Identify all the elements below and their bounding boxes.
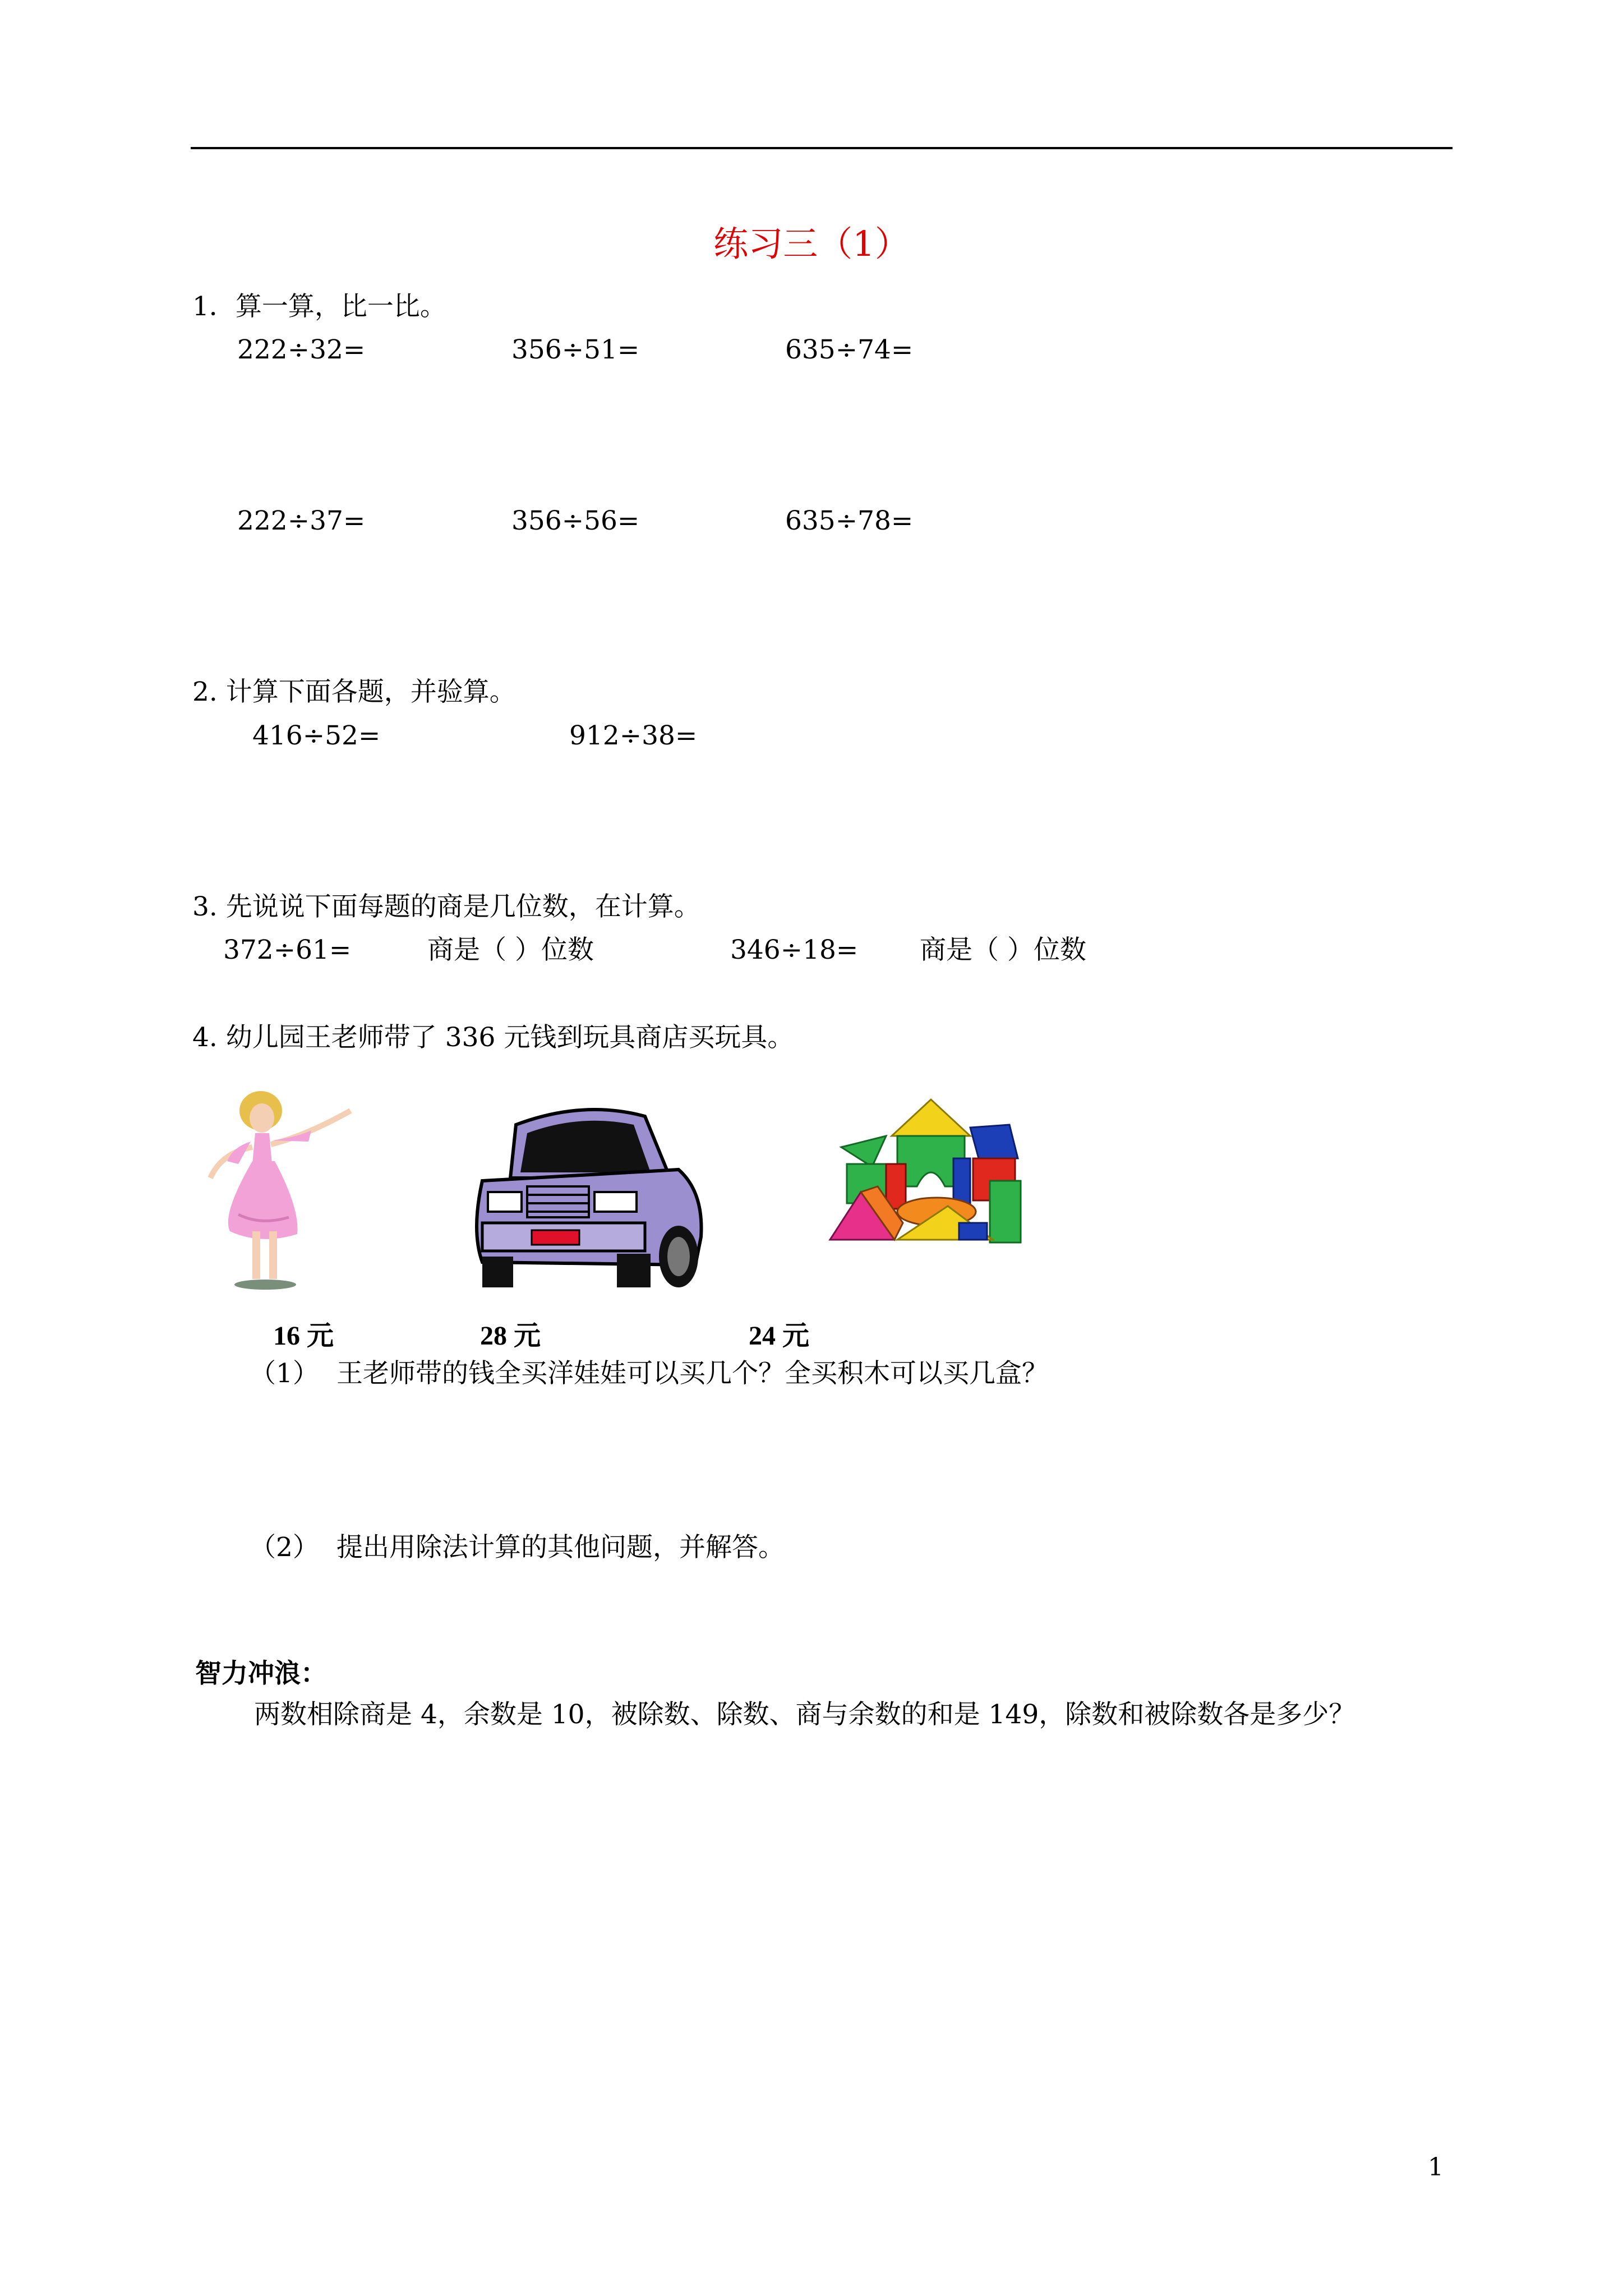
- bonus-heading: 智力冲浪：: [195, 1658, 327, 1689]
- doll-price: 16 元: [273, 1321, 334, 1351]
- q1-expr-4: 222÷37=: [237, 505, 366, 536]
- q1-expr-1: 222÷32=: [237, 334, 366, 365]
- building-blocks-image: [824, 1097, 1038, 1265]
- q3-expr-2: 346÷18=: [730, 935, 859, 965]
- q4-sub1-text: 王老师带的钱全买洋娃娃可以买几个？全买积木可以买几盒？: [336, 1358, 1048, 1389]
- q2-expr-1: 416÷52=: [252, 720, 381, 751]
- doll-image: [199, 1085, 367, 1296]
- q1-expr-5: 356÷56=: [511, 505, 640, 536]
- page-number: 1: [1428, 2153, 1444, 2182]
- q4-sub2-number: （2）: [250, 1532, 319, 1563]
- header-rule: [191, 147, 1453, 149]
- bonus-text: 两数相除商是 4，余数是 10，被除数、除数、商与余数的和是 149，除数和被除数各是多少？: [254, 1699, 1355, 1730]
- toy-car-image: [465, 1102, 712, 1293]
- q3-expr-1: 372÷61=: [223, 935, 352, 965]
- blocks-price: 24 元: [749, 1321, 810, 1351]
- car-price: 28 元: [480, 1321, 541, 1351]
- q1-expr-6: 635÷78=: [785, 505, 914, 536]
- q4-sub2-text: 提出用除法计算的其他问题，并解答。: [336, 1532, 785, 1563]
- question-4-label: 4. 幼儿园王老师带了 336 元钱到玩具商店买玩具。: [192, 1022, 794, 1053]
- question-1-label: 1．算一算，比一比。: [192, 291, 446, 322]
- q3-hint-2: 商是（ ）位数: [920, 935, 1086, 965]
- q3-hint-1: 商是（ ）位数: [427, 935, 594, 965]
- q2-expr-2: 912÷38=: [569, 720, 698, 751]
- q1-expr-3: 635÷74=: [785, 334, 914, 365]
- q4-sub1-number: （1）: [250, 1358, 319, 1389]
- q1-expr-2: 356÷51=: [511, 334, 640, 365]
- page-title: 练习三（1）: [713, 223, 910, 264]
- question-3-label: 3. 先说说下面每题的商是几位数，在计算。: [192, 891, 700, 922]
- question-2-label: 2. 计算下面各题，并验算。: [192, 677, 516, 707]
